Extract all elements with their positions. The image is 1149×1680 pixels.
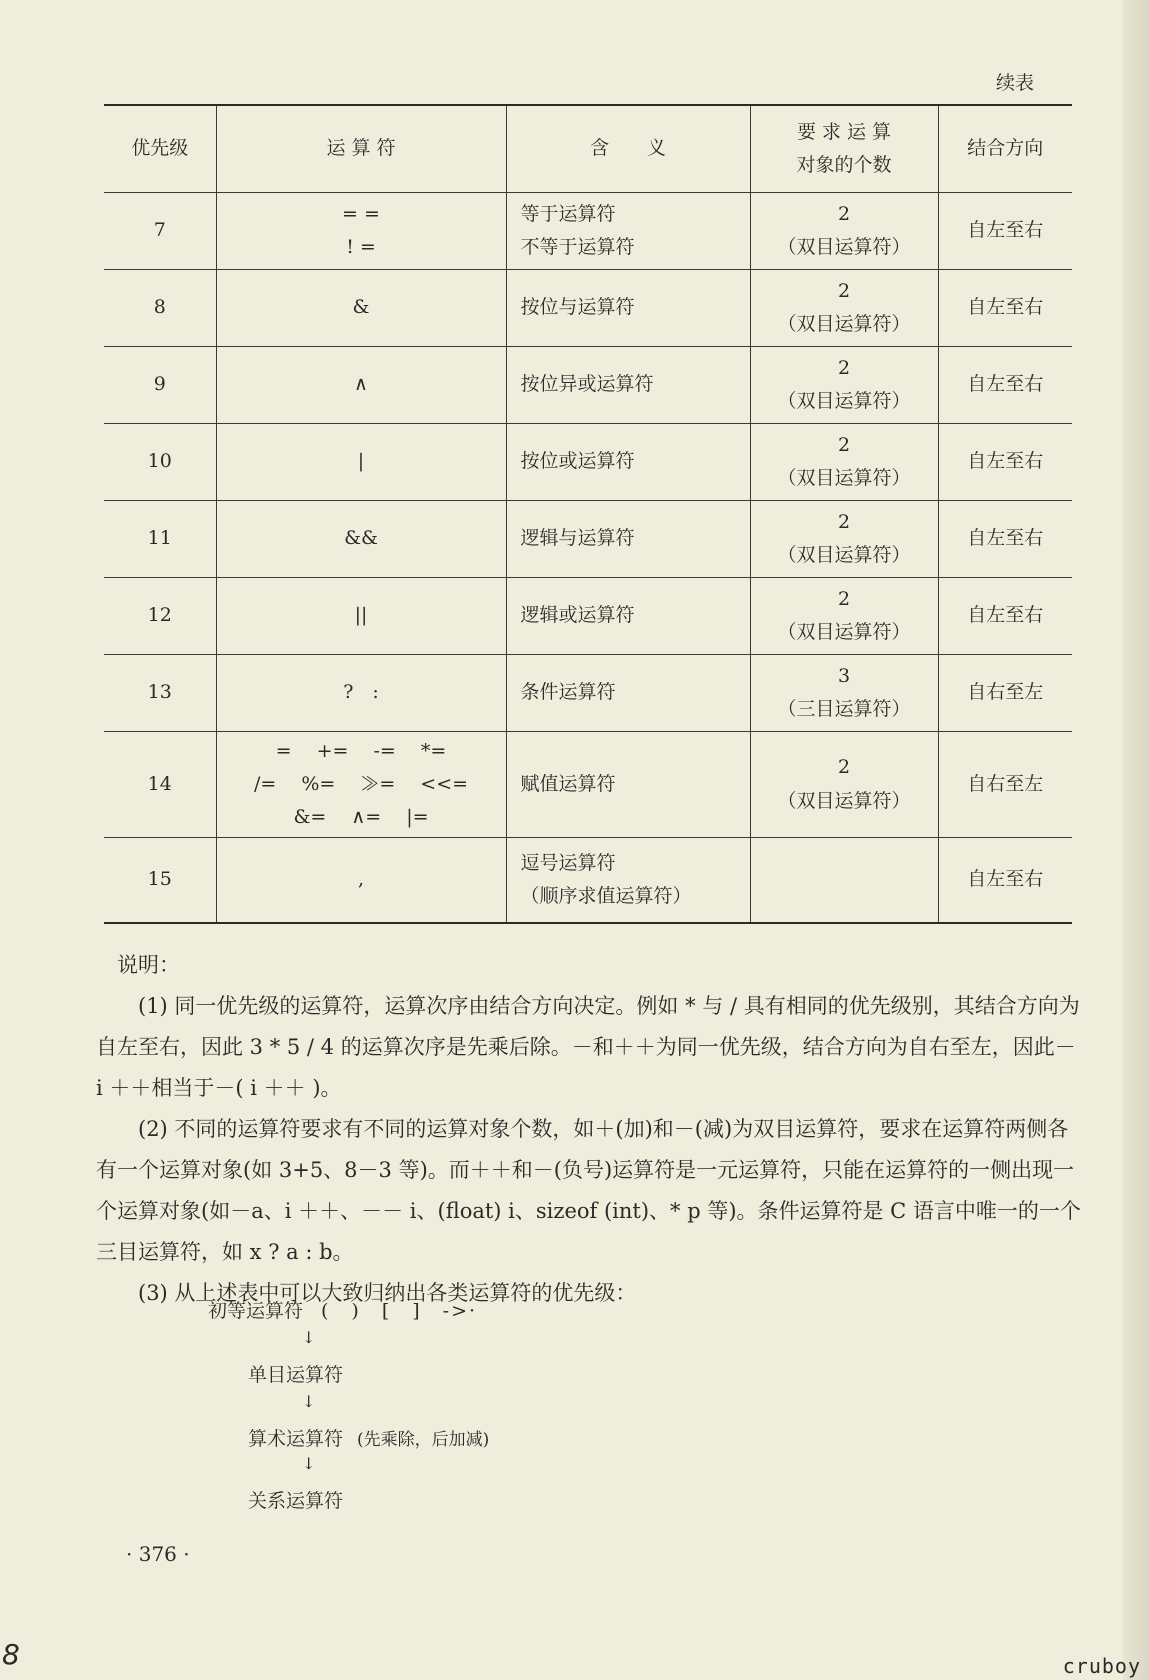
note-paragraph-1: (1) 同一优先级的运算符，运算次序由结合方向决定。例如 * 与 / 具有相同的优先级别，其结合方向为自左至右，因此 3 * 5 / 4 的运算次序是先乘后除。－和＋＋为同一优先级，结合方向为自右至左，因此－ i ＋＋相当于－( i ＋＋ )。 [96,994,1080,1100]
operand-count: 2 [837,279,851,302]
operand-count-note: （双目运算符） [777,789,911,812]
operator-symbol: = = [342,202,380,225]
table-row [104,732,1072,838]
priority-cell: 10 [104,424,216,501]
operand-count-cell [750,578,938,655]
operator-cell [216,732,506,838]
meaning-text: 逻辑与运算符 [520,527,635,550]
table-row [104,270,1072,347]
operator-symbol: ∧ [354,373,368,396]
operand-count-cell [750,193,938,270]
operand-count-cell [750,655,938,732]
operator-cell [216,424,506,501]
operand-count: 3 [837,664,851,687]
operand-count-cell [750,838,938,924]
operand-count-cell [750,732,938,838]
flow-item-primary [208,1296,477,1323]
operand-count: 2 [837,587,851,610]
flow-note: (先乘除，后加减) [357,1430,490,1450]
meaning-text: 逗号运算符 [520,851,616,874]
operator-symbol: && [344,527,378,550]
operator-symbol: ! = [346,236,376,258]
page-number: · 376 · [126,1542,190,1566]
associativity-cell: 自左至右 [938,578,1072,655]
associativity-cell: 自右至左 [938,655,1072,732]
table-row [104,655,1072,732]
operand-count-note: （双目运算符） [777,467,911,489]
meaning-cell [506,732,750,838]
table-row [104,501,1072,578]
operand-count-cell [750,270,938,347]
notes-heading: 说明： [117,953,180,977]
associativity-cell: 自左至右 [938,424,1072,501]
table-row [104,193,1072,270]
operand-count: 2 [837,356,851,379]
priority-cell: 15 [104,838,216,924]
header-associativity: 结合方向 [938,105,1072,193]
operand-count-note: （三目运算符） [777,698,911,720]
operator-precedence-table [104,104,1072,924]
meaning-cell [506,347,750,424]
operand-count-cell [750,501,938,578]
notes-section [96,945,1081,1314]
note-paragraph-2: (2) 不同的运算符要求有不同的运算对象个数，如＋(加)和－(减)为双目运算符，要求在运算符两侧各有一个运算对象(如 3+5、8－3 等)。而＋＋和－(负号)运算符是一元运算符，只能在运算符的一侧出现一个运算对象(如－a、i ＋＋、－－ i、(float) i、sizeof (int)、* p 等)。条件运算符是 C 语言中唯一的一个三目运算符，如 x ? a : b。 [96,1117,1081,1264]
operator-cell [216,193,506,270]
down-arrow-icon: ↓ [302,1328,316,1347]
operand-count-cell [750,347,938,424]
priority-cell: 14 [104,732,216,838]
operator-symbol: ? : [343,681,379,704]
watermark: cruboy [1062,1654,1141,1678]
operator-symbol: /= %= ≫= <<= [253,772,469,795]
operator-symbol: & [352,296,370,319]
flow-label: 算术运算符 [248,1428,344,1450]
note-paragraph-3: (3) 从上述表中可以大致归纳出各类运算符的优先级： [138,1281,637,1305]
operand-count-note: （双目运算符） [777,544,911,566]
page-edge [1123,0,1149,1680]
operator-cell [216,501,506,578]
associativity-cell: 自左至右 [938,347,1072,424]
associativity-cell: 自左至右 [938,270,1072,347]
down-arrow-icon: ↓ [302,1454,316,1473]
associativity-cell: 自左至右 [938,838,1072,924]
associativity-cell: 自左至右 [938,193,1072,270]
table-header-row [104,105,1072,193]
meaning-cell [506,424,750,501]
header-operand-count-line1: 要 求 运 算 [796,120,892,143]
meaning-text: 赋值运算符 [520,772,616,795]
operand-count-cell [750,424,938,501]
meaning-text: （顺序求值运算符） [520,885,692,907]
flow-item-unary: 单目运算符 [248,1364,344,1386]
header-operand-count-line2: 对象的个数 [796,154,892,176]
operator-cell [216,270,506,347]
table-row [104,424,1072,501]
priority-cell: 11 [104,501,216,578]
header-meaning: 含 义 [506,105,750,193]
operator-symbol: = += -= *= [275,739,447,762]
operator-symbol: &= ∧= |= [293,806,429,829]
flow-item-relational: 关系运算符 [248,1490,344,1512]
header-operator: 运 算 符 [216,105,506,193]
meaning-text: 逻辑或运算符 [520,604,635,627]
operator-cell [216,655,506,732]
operand-count: 2 [837,510,851,533]
continued-table-label: 续表 [996,72,1035,94]
operator-symbol: || [354,604,368,627]
operator-cell [216,838,506,924]
table-row [104,838,1072,924]
operator-symbol: , [357,868,365,891]
operator-cell [216,578,506,655]
table-row [104,578,1072,655]
meaning-text: 等于运算符 [520,202,616,225]
table-row [104,347,1072,424]
operand-count-note: （双目运算符） [777,390,911,412]
priority-cell: 7 [104,193,216,270]
operator-cell [216,347,506,424]
priority-cell: 13 [104,655,216,732]
header-priority: 优先级 [104,105,216,193]
operand-count-note: （双目运算符） [777,313,911,335]
operator-symbol: | [357,450,365,473]
flow-item-arithmetic [248,1424,489,1451]
operand-count-note: （双目运算符） [777,236,911,258]
operand-count-note: （双目运算符） [777,621,911,643]
meaning-cell [506,193,750,270]
meaning-text: 按位异或运算符 [520,373,654,396]
associativity-cell: 自右至左 [938,732,1072,838]
meaning-cell [506,655,750,732]
meaning-cell [506,838,750,924]
meaning-text: 按位与运算符 [520,296,635,319]
operand-count: 2 [837,433,851,456]
down-arrow-icon: ↓ [302,1392,316,1411]
flow-label: 初等运算符 [208,1300,304,1322]
header-operand-count [750,105,938,193]
meaning-text: 条件运算符 [520,681,616,704]
priority-cell: 12 [104,578,216,655]
priority-cell: 9 [104,347,216,424]
operand-count: 2 [837,756,851,779]
meaning-cell [506,578,750,655]
meaning-text: 按位或运算符 [520,450,635,473]
priority-cell: 8 [104,270,216,347]
flow-ops: ( ) [ ] ->· [321,1300,478,1322]
meaning-cell [506,501,750,578]
operand-count: 2 [837,202,851,225]
handwritten-margin-mark: 8 [2,1638,20,1671]
associativity-cell: 自左至右 [938,501,1072,578]
meaning-cell [506,270,750,347]
meaning-text: 不等于运算符 [520,236,635,258]
